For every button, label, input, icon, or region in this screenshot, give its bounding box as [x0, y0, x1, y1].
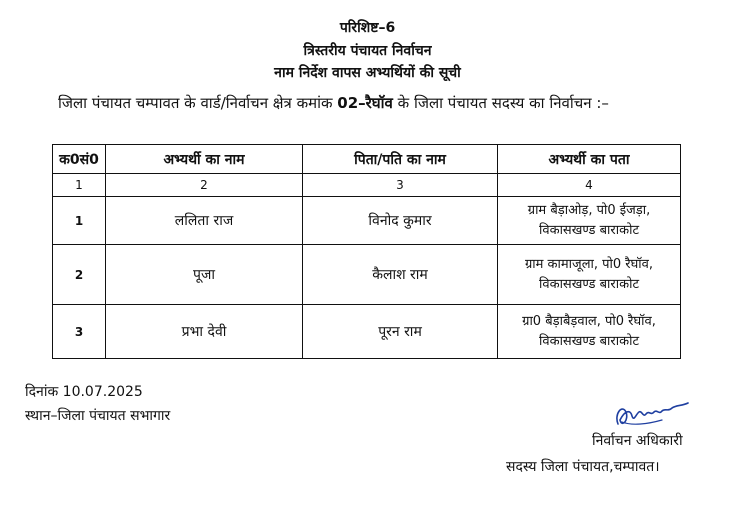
election-title: त्रिस्तरीय पंचायत निर्वाचन [303, 43, 432, 59]
table-row [53, 305, 681, 359]
candidate-name: प्रभा देवी [106, 305, 303, 359]
date-label: दिनांक [25, 384, 59, 400]
column-number-row [53, 174, 681, 197]
place-line: स्थान–जिला पंचायत सभागार [25, 408, 171, 424]
father-name: विनोद कुमार [303, 197, 498, 245]
header-serial: क0सं0 [53, 145, 106, 174]
address-line: ग्राम बैड़ाओड़, पो0 ईजड़ा, [527, 202, 651, 218]
father-name: पूरन राम [303, 305, 498, 359]
header-candidate-name: अभ्यर्थी का नाम [106, 145, 303, 174]
serial-number: 1 [53, 197, 106, 245]
header-father-name: पिता/पति का नाम [303, 145, 498, 174]
father-name: कैलाश राम [303, 245, 498, 305]
column-number: 3 [303, 174, 498, 197]
candidate-name: पूजा [106, 245, 303, 305]
candidate-address [498, 197, 681, 245]
column-number: 2 [106, 174, 303, 197]
intro-text-end: के जिला पंचायत सदस्य का निर्वाचन :– [392, 94, 609, 112]
appendix-title: परिशिष्ट–6 [339, 20, 396, 36]
column-number: 4 [498, 174, 681, 197]
candidate-address [498, 305, 681, 359]
candidate-name: ललिता राज [106, 197, 303, 245]
list-title: नाम निर्देश वापस अभ्यर्थियों की सूची [274, 65, 461, 81]
candidates-table [52, 144, 681, 359]
intro-text-start: जिला पंचायत चम्पावत के वार्ड/निर्वाचन क्षेत्र कमांक [58, 94, 338, 112]
serial-number: 2 [53, 245, 106, 305]
intro-text [58, 92, 678, 114]
table-row [53, 197, 681, 245]
address-line: विकासखण्ड बाराकोट [538, 333, 639, 349]
address-line: ग्रा0 बैड़ाबैड़वाल, पो0 रैघॉव, [522, 313, 656, 329]
ward-number: 02–रैघॉव [337, 94, 393, 112]
serial-number: 3 [53, 305, 106, 359]
table-header-row [53, 145, 681, 174]
address-line: विकासखण्ड बाराकोट [538, 222, 639, 238]
signatory-office: सदस्य जिला पंचायत,चम्पावत। [506, 459, 660, 475]
address-line: विकासखण्ड बाराकोट [538, 276, 639, 292]
signature-icon [612, 398, 692, 432]
date-value: 10.07.2025 [62, 384, 143, 400]
date-line [25, 382, 143, 401]
column-number: 1 [53, 174, 106, 197]
header-address: अभ्यर्थी का पता [498, 145, 681, 174]
candidate-address [498, 245, 681, 305]
table-row [53, 245, 681, 305]
signatory-title: निर्वाचन अधिकारी [592, 433, 683, 449]
address-line: ग्राम कामाजूला, पो0 रैघॉव, [524, 256, 654, 272]
